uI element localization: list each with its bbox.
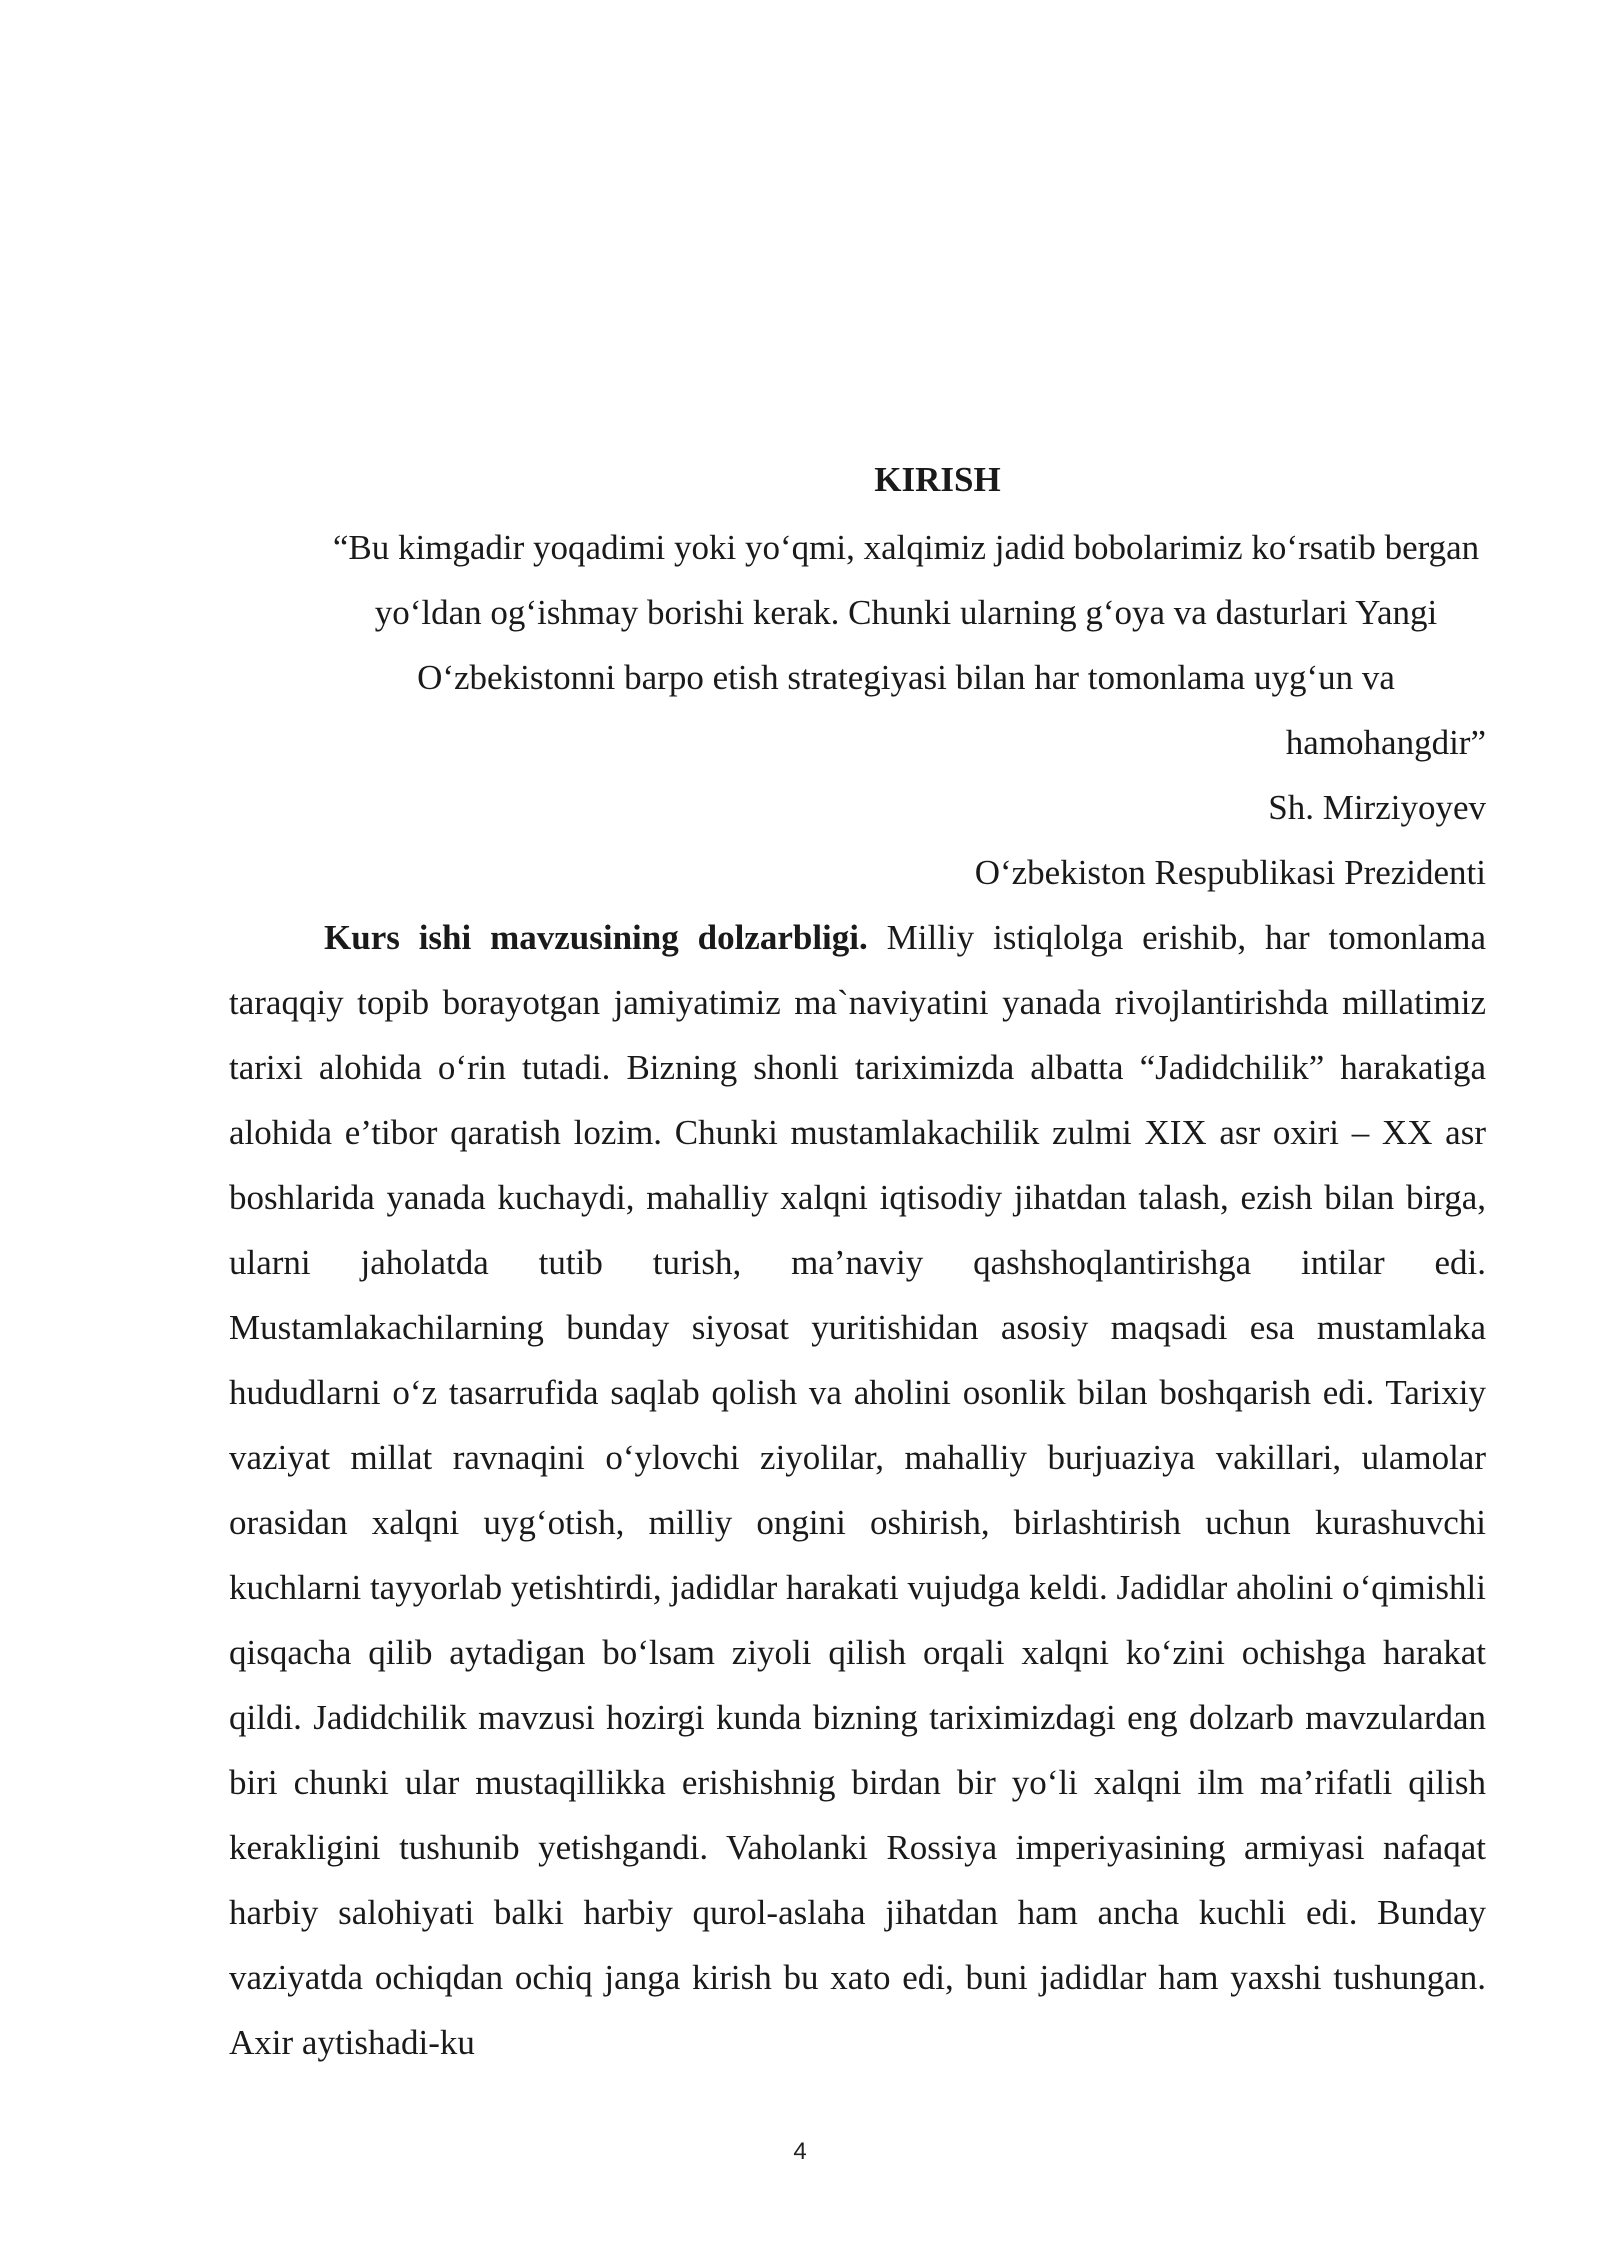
paragraph-lead: Kurs ishi mavzusining dolzarbligi. (324, 918, 868, 957)
paragraph-text: Milliy istiqlolga erishib, har tomonlama taraqqiy topib borayotgan jamiyatimiz ma`naviyatini yanada rivojlantirishda millatimiz tarixi alohida o‘rin tutadi. Bizning shonli tariximizda albatta “Jadidchilik” harakatiga alohida e’tibor qaratish lozim. Chunki mustamlakachilik zulmi XIX asr oxiri – XX asr boshlarida yanada kuchaydi, mahalliy xalqni iqtisodiy jihatdan talash, ezish bilan birga, ularni jaholatda tutib turish, ma’naviy qashshoqlantirishga intilar edi. Mustamlakachilarning bunday siyosat yuritishidan asosiy maqsadi esa mustamlaka hududlarni o‘z tasarrufida saqlab qolish va aholini osonlik bilan boshqarish edi. Tarixiy vaziyat millat ravnaqini o‘ylovchi ziyolilar, mahalliy burjuaziya vakillari, ulamolar orasidan xalqni uyg‘otish, milliy ongini oshirish, birlashtirish uchun kurashuvchi kuchlarni tayyorlab yetishtirdi, jadidlar harakati vujudga keldi. Jadidlar aholini o‘qimishli qisqacha qilib aytadigan bo‘lsam ziyoli qilish orqali xalqni ko‘zini ochishga harakat qildi. Jadidchilik mavzusi hozirgi kunda bizning tariximizdagi eng dolzarb mavzulardan biri chunki ular mustaqillikka erishishnig birdan bir yo‘li xalqni ilm ma’rifatli qilish kerakligini tushunib yetishgandi. Vaholanki Rossiya imperiyasining armiyasi nafaqat harbiy salohiyati balki harbiy qurol-aslaha jihatdan ham ancha kuchli edi. Bunday vaziyatda ochiqdan ochiq janga kirish bu xato edi, buni jadidlar ham yaxshi tushungan. Axir aytishadi-ku (229, 918, 1486, 2062)
epigraph-author-title: O‘zbekiston Respublikasi Prezidenti (974, 853, 1486, 892)
section-heading: KIRISH (874, 460, 1001, 499)
epigraph-author: Sh. Mirziyoyev (1268, 788, 1486, 827)
epigraph-quote: “Bu kimgadir yoqadimi yoki yo‘qmi, xalqimiz jadid bobolarimiz ko‘rsatib bergan yo‘ldan og‘ishmay borishi kerak. Chunki ularning g‘oya va dasturlari Yangi O‘zbekistonni barpo etish strategiyasi bilan har tomonlama uyg‘un va (332, 528, 1480, 697)
page-number: 4 (793, 2138, 807, 2165)
text-area (229, 455, 1486, 2075)
body-paragraph (229, 905, 1486, 2075)
epigraph-quote-end: hamohangdir” (1285, 723, 1486, 762)
epigraph (326, 515, 1486, 775)
